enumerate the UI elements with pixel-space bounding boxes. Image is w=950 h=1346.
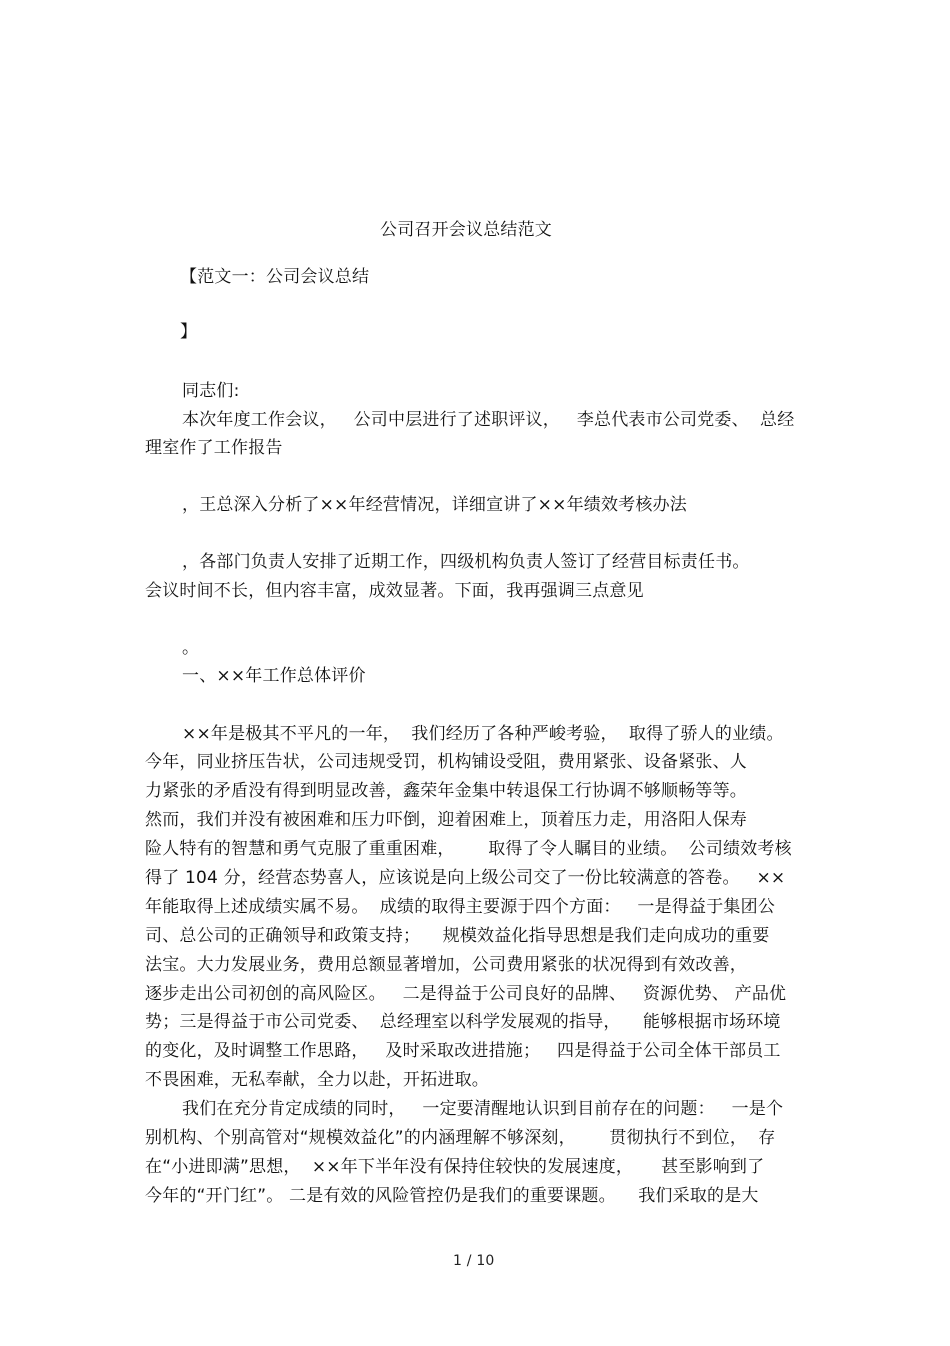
bracket-close: 】: [180, 322, 198, 342]
text-line: 得了 104 分，经营态势喜人，应该说是向上级公司交了一份比较满意的答卷。 ××: [145, 868, 786, 888]
text-line: 然而，我们并没有被困难和压力吓倒，迎着困难上，顶着压力走，用洛阳人保寿: [145, 810, 747, 830]
text-line: ××年是极其不平凡的一年， 我们经历了各种严峻考验， 取得了骄人的业绩。: [182, 724, 784, 744]
text-line: 今年，同业挤压告状，公司违规受罚，机构铺设受阻，费用紧张、设备紧张、人: [145, 752, 747, 772]
text-line: 的变化，及时调整工作思路， 及时采取改进措施； 四是得益于公司全体干部员工: [145, 1041, 781, 1061]
page-indicator: 1 / 10: [453, 1253, 495, 1269]
text-line: 逐步走出公司初创的高风险区。 二是得益于公司良好的品牌、 资源优势、 产品优: [145, 984, 787, 1004]
text-line: 今年的“开门红”。 二是有效的风险管控仍是我们的重要课题。 我们采取的是大: [145, 1186, 759, 1206]
text-line: 险人特有的智慧和勇气克服了重重困难， 取得了令人瞩目的业绩。 公司绩效考核: [145, 839, 792, 859]
text-line: 我们在充分肯定成绩的同时， 一定要清醒地认识到目前存在的问题： 一是个: [182, 1099, 784, 1119]
text-line: 本次年度工作会议， 公司中层进行了述职评议， 李总代表市公司党委、 总经: [182, 410, 795, 430]
text-line: ，各部门负责人安排了近期工作，四级机构负责人签订了经营目标责任书。: [182, 552, 750, 572]
text-line: ，王总深入分析了××年经营情况，详细宣讲了××年绩效考核办法: [182, 495, 687, 515]
text-line: 。: [182, 638, 200, 658]
text-line: 理室作了工作报告: [145, 438, 283, 458]
text-line: 年能取得上述成绩实属不易。 成绩的取得主要源于四个方面： 一是得益于集团公: [145, 897, 776, 917]
text-line: 势；三是得益于市公司党委、 总经理室以科学发展观的指导， 能够根据市场环境: [145, 1012, 781, 1032]
text-line: 司、总公司的正确领导和政策支持； 规模效益化指导思想是我们走向成功的重要: [145, 926, 770, 946]
text-line: 力紧张的矛盾没有得到明显改善，鑫荣年金集中转退保工行协调不够顺畅等等。: [145, 781, 747, 801]
document-title: 公司召开会议总结范文: [380, 220, 552, 240]
text-line: 别机构、个别高管对“规模效益化”的内涵理解不够深刻， 贯彻执行不到位， 存: [145, 1128, 776, 1148]
text-line: 会议时间不长，但内容丰富，成效显著。下面，我再强调三点意见: [145, 581, 644, 601]
section-heading: 一、××年工作总体评价: [182, 666, 366, 686]
text-line: 不畏困难，无私奉献，全力以赴，开拓进取。: [145, 1070, 489, 1090]
text-line: 在“小进即满”思想， ××年下半年没有保持住较快的发展速度， 甚至影响到了: [145, 1157, 765, 1177]
text-line: 法宝。大力发展业务，费用总额显著增加，公司费用紧张的状况得到有效改善，: [145, 955, 747, 975]
text-line: 同志们:: [182, 381, 240, 401]
section-subheading: 【范文一：公司会议总结: [180, 267, 370, 287]
